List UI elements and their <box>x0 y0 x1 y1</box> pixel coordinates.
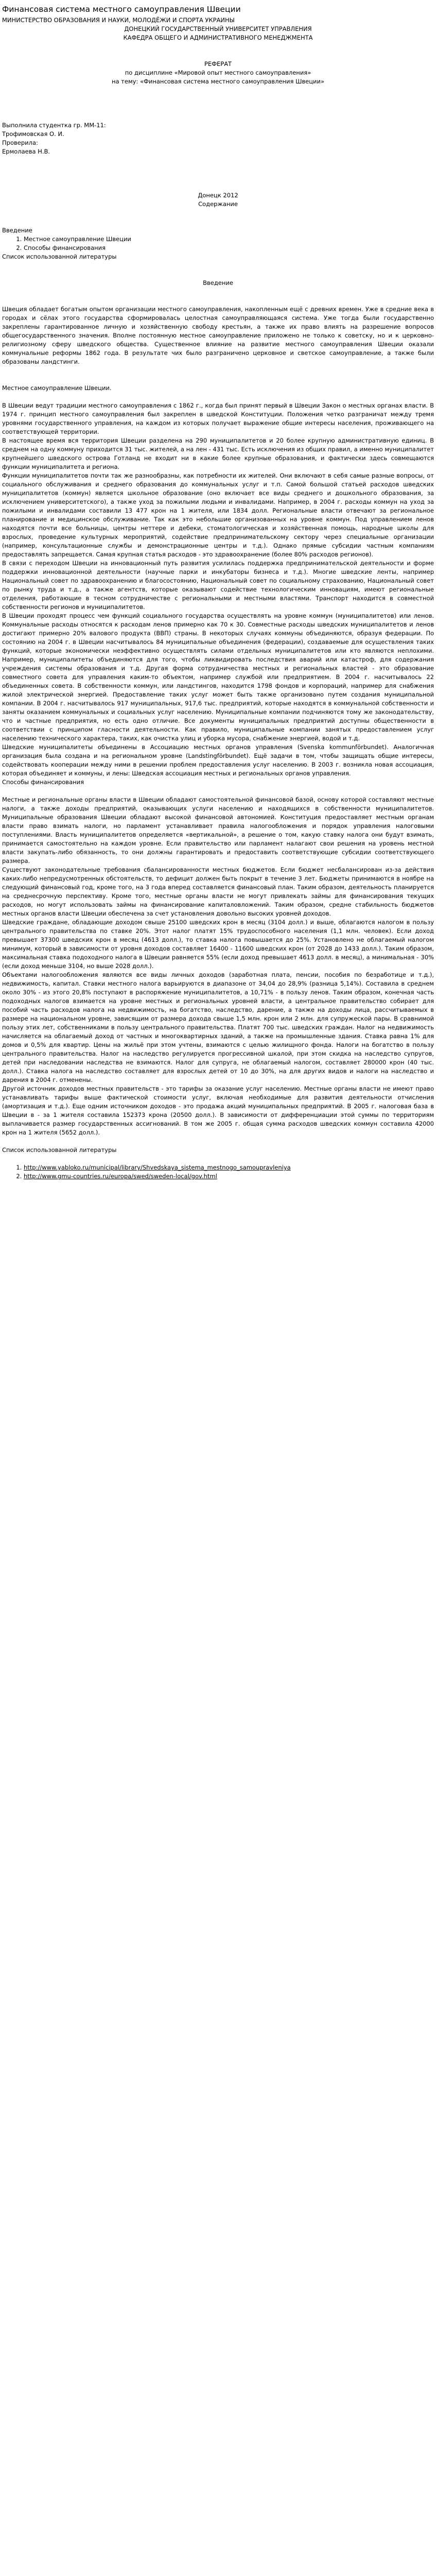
section2-paragraph: Другой источник доходов местных правительств - это тарифы за оказание услуг населению. Местные органы власти не имеют право устанавливать тарифы выше фактической стоимости услуг, включая необходимые для развития деятельности отчисления (амортизация и т.д.). Еще одним источником доходов - это продажа акций муниципальных предприятий. В 2005 г. налоговая база в Швеции в - за 1 жителя составила 152373 крона (20500 долл.). В зависимости от дифференциации этой суммы по территориям выплачивается размер государственных ассигнований. В том же 2005 г. общая сумма расходов шведских коммун составила 42000 крон на 1 жителя (5652 долл.). <box>2 1085 434 1136</box>
city-year: Донецк 2012 <box>198 192 238 199</box>
contents-label: Содержание <box>198 200 238 208</box>
section1-paragraph: Функции муниципалитетов почти так же разнообразны, как потребности их жителей. Они включают в себя самые разные вопросы, от социального обслуживания и среднего образования до коммунальных услуг и т.п. Самой большой статьей расходов шведских муниципалитетов (коммун) является школьное образование (оно включает все виды среднего и дошкольного образования, за исключением университетского), а также уход за пожилыми людьми и инвалидами. Например, в 2004 г. расходы коммун на уход за пожилыми и инвалидами составили 13 477 крон на 1 жителя, или 1834 долл. Региональные власти отвечают за региональное планирование и медицинское обслуживание. Так как это небольшие организованных на уровне коммун. Под управлением ленов находятся почти все больницы, центры неттере и дебеки, стоматологическая и хозяйственная помощь, народные школы для взрослых, проведение культурных мероприятий, содействие предпринимательскому сектору через специальные организации (например, консультационные службы и демонстрационные центры и т.д.). Однако прямые субсидии частным компаниям предоставлять запрещается. Самая крупная статья расходов - это здравоохранение (более 80% расходов регионов). <box>2 472 434 558</box>
references-list <box>2 1163 434 1181</box>
intro-title: Введение <box>203 279 233 286</box>
toc-item: 1. Местное самоуправление Швеции <box>24 235 434 244</box>
toc-refs: Список использованной литературы <box>2 253 117 260</box>
department-line: КАФЕДРА ОБЩЕГО И АДМИНИСТРАТИВНОГО МЕНЕДЖМЕНТА <box>123 34 313 41</box>
section1-paragraph: Шведские муниципалитеты объединены в Ассоциацию местных органов управления (Svenska kommunförbundet). Аналогичная организация была создана и на региональном уровне (Landstingförbundet). Ещё задачи в том, чтобы защищать общие интересы, содействовать кооперации между ними в решении проблем предоставления услуг населению. В 2003 г. возникла новая ассоциация, которая объединяет и коммуны, и лены: Шведская ассоциация местных и региональных органов управления. <box>2 743 434 777</box>
report-block <box>2 60 434 86</box>
section1-paragraph: В настоящее время вся территория Швеции разделена на 290 муниципалитетов и 20 более крупную административную единиц. В среднем на одну коммуну приходится 31 тыс. жителей, а на лен - 431 тыс. Есть исключения из общих правил, а именно муниципалитет крупнейшего шведского острова Готланд не входит ни в какие более крупные образования, и фактически здесь совмещаются функции муниципалитета и региона. <box>2 437 434 470</box>
section2-paragraph: Объектами налогообложения являются все виды личных доходов (заработная плата, пенсии, пособия по безработице и т.д.), недвижимость, капитал. Ставки местного налога варьируются в диапазоне от 34,04 до 28,9% (разница 5,14%). Составила в среднем около 30% - из этого 20,8% поступают в распоряжение муниципалитетов, а 10,71% - в пользу ленов. Таким образом, конечная часть подоходных налогов взимается на уровне местных и региональных уровней власти, а центральное правительство собирает для пособий часть расходов налога на недвижимость, на богатство, наследство, дарение, а также на доходы лица, рассчитываемых в размере на национальном уровне, зависящим от размера дохода свыше 1,5 млн. крон или 2 млн. для супружеской пары. В сравнимой пользу этих лет, собственниками в пользу центрального правительства. Платят 700 тыс. шведских граждан. Налог на недвижимость начисляется на облагаемый доход от частных и многоквартирных зданий, а также на промышленные здания. Ставка равна 1% для домов и 0,5% для квартир. Цены на жильё при этом учтены, взимаются с целью жилищного фонда. Налоги на богатство в пользу центрального правительства. Налог на наследство регулируется прогрессивной шкалой, при этом скидка на наследство супругов, детей при наследовании наследства не взимаются. Налог для супруга, не облагаемый налогом, составляет 280000 крон (40 тыс. долл.). Ставка налога на наследство составляет для взрослых детей от 10 до 30%, на для других видов и налоги на наследство и дарения в 2004 г. отменены. <box>2 971 434 1083</box>
document-title: Финансовая система местного самоуправления Швеции <box>2 5 241 14</box>
author-block <box>2 121 434 156</box>
ministry-line: МИНИСТЕРСТВО ОБРАЗОВАНИЯ И НАУКИ, МОЛОДЁЖИ И СПОРТА УКРАИНЫ <box>2 16 235 24</box>
section1-paragraph: В Швеции проходят процесс чем функций социального государства осуществлять на уровне коммун (муниципалитетов) или ленов. Коммунальные расходы относятся к расходам ленов примерно как 70 к 30. Совместные расходы шведских муниципалитетов и ленов достигают примерно 20% валового продукта (ВВП) страны. В некоторых случаях коммуны объединяются, образуя федерации. По состоянию на 2004 г. в Швеции насчитывалось 84 муниципальные объединения (федерации), создаваемые для осуществления таких функций, которые экономически неэффективно осуществлять силами отдельных муниципалитетов или кто являются неплохими. Например, муниципалитеты объединяются для того, чтобы ликвидировать последствия аварий или катастроф, для содержания учреждения системы образования и т.д. Другая форма сотрудничества местных и региональных властей - это образование совместного совета для управления каким-то объектом, например службой или предприятием. В 2004 г. насчитывалось 22 объединенных совета. В собственности коммун, или ландстингов, находится 1798 фондов и корпораций, например для снабжения жилой электрической энергией. Предоставление таких услуг может быть также организовано путем создания муниципальной компании. В 2004 г. насчитывалось 917 муниципальных, 917,6 тыс. предприятий, которые находятся в коммунальной собственности и заняты оказанием коммунальных и социальных услуг населению. Муниципальные компании подчиняются тому же законодательству, что и частные предприятия, но есть одно отличие. Все документы муниципальных предприятий доступны общественности в соответствии с принципом гласности деятельности. Как правило, муниципальные компании занятых предоставлением услуг населению технического характера, таких, как очистка улиц и уборка мусора, снабжение энергией, водой и т.д. <box>2 612 434 742</box>
section2-paragraph: Шведские граждане, обладающие доходом свыше 25100 шведских крон в месяц (3104 долл.) и выше, облагаются налогом в пользу центрального правительства по ставке 20%. Этот налог платят 15% трудоспособного населения (1,1 млн. человек). Если доход превышает 37300 шведских крон в месяц (4613 долл.), то ставка налога повышается до 25%. Установлено не облагаемый налогом минимум, который в зависимости от уровня доходов составляет 16400 - 11600 шведских крон (от 2028 до 1433 долл.). Таким образом, максимальная ставка подоходного налога в Швеции равняется 55% (если доход превышает 4613 долл. в месяц), а минимальная - 30% (если доход меньше 3104, но выше 2028 долл.). <box>2 919 434 970</box>
report-topic: на тему: «Финансовая система местного самоуправления Швеции» <box>111 78 325 85</box>
report-label: РЕФЕРАТ <box>204 60 232 67</box>
toc-item: 2. Способы финансирования <box>24 244 434 252</box>
intro-paragraph: Швеция обладает богатым опытом организации местного самоуправления, накопленным ещё с древних времен. Уже в средние века в городах и сёлах этого государства сформировалась целостная самоуправляющаяся система. Уже тогда были государственно закреплены гарантированное личную и хозяйственную свободу крестьян, а также их право влиять на разрешение вопросов общегосударственного значения. Вполне постоянную местное самоуправление приложено не только к советску, но и к церковно-религиозному сферу шведского общества. Существенное влияние на развитие местного самоуправления Швеции оказали коммунальные реформы 1862 года. В результате чих было разграничено церковное и светское самоуправление, а также были образованы ландстинги. <box>2 306 434 365</box>
university-line: ДОНЕЦКИЙ ГОСУДАРСТВЕННЫЙ УНИВЕРСИТЕТ УПРАВЛЕНИЯ <box>124 25 312 32</box>
section1-title: Местное самоуправление Швеции. <box>2 384 112 392</box>
section2-title: Способы финансирования <box>2 778 84 786</box>
toc-intro: Введение <box>2 227 32 234</box>
section1-paragraph: В Швеции ведут традиции местного самоуправления с 1862 г., когда был принят первый в Швеции Закон о местных органах власти. В 1974 г. принцип местного самоуправления был закреплен в шведской Конституции. Положения четко разграничат между тремя уровнями государственного управления, на каждом из которых получает выражение общие интересы населения, проживающего на соответствующей территории. <box>2 402 434 435</box>
toc-list <box>2 235 434 252</box>
student-name: Трофимовская О. И. <box>2 130 64 138</box>
reference-link[interactable]: http://www.yabloko.ru/municipal/library/Shvedskaya_sistema_mestnogo_samoupravleniya <box>24 1164 291 1171</box>
references-title: Список использованной литературы <box>2 1146 117 1154</box>
reference-link[interactable]: http://www.gmu-countries.ru/europa/swed/sweden-local/gov.html <box>24 1173 217 1180</box>
report-discipline: по дисциплине «Мировой опыт местного самоуправления» <box>125 69 311 76</box>
reference-item <box>24 1172 434 1181</box>
section2-paragraph: Местные и региональные органы власти в Швеции обладают самостоятельной финансовой базой, основу которой составляют местные налоги, а также доходы предприятий, оказывающих услуги населению и находящихся в собственности муниципалитетов. Муниципальные образования Швеции обладают высокой финансовой автономией. Конституция предоставляет местным органам власти право взимать налоги, но парламент устанавливает правила налогообложения и порядок управления налоговыми поступлениями. Власть муниципалитетов определяется «вертикальной», а решение о том, какую ставку налога они будут взимать, принимается самостоятельно на каждом уровне. Если правительство или парламент налагают свои решения на уровень местной власти закупать-либо обязанность, то они должны гарантировать и предоставить соответствующие субсидии соответствующего размера. <box>2 796 434 865</box>
checked-label: Проверила: <box>2 139 38 146</box>
teacher-name: Ермолаева Н.В. <box>2 148 50 155</box>
section2-paragraph: Существуют законодательные требования сбалансированности местных бюджетов. Если бюджет несбалансирован из-за действия каких-либо непредусмотренных обстоятельств, то дефицит должен быть покрыт в течение 3 лет. Бюджеты принимаются в ноябре на следующий финансовый год, кроме того, на 3 года вперед составляется финансовый план. Таким образом, деятельность планируется на среднесрочную перспективу. Кроме того, местные органы власти не могут привлекать займы для финансирования текущих расходов, но могут использовать займы на финансирование капиталовложений. Таким образом, средне стабильность бюджетов местных органов власти Швеции обеспечена за счет установления довольно высоких уровней доходов. <box>2 866 434 917</box>
reference-item <box>24 1163 434 1172</box>
section1-paragraph: В связи с переходом Швеции на инновационный путь развития усилилась поддержка предпринимательской деятельности и форме поддержки инновационной деятельности (научные парки и инкубаторы бизнеса и т.д.). Многие шведские ленты, например Национальный совет по здравоохранению и благосостоянию, Национальный совет по социальному страхованию, Национальный совет по рынку труда и т.д., а также агентств, которые оказывают содействие технологическим инновациям, имеют региональные отделения, работающие в тесном сотрудничестве с региональными и местными властями. Транспорт находится в совместной собственности регионов и муниципалитетов. <box>2 560 434 611</box>
performed-label: Выполнила студентка гр. ММ-11: <box>2 122 106 129</box>
